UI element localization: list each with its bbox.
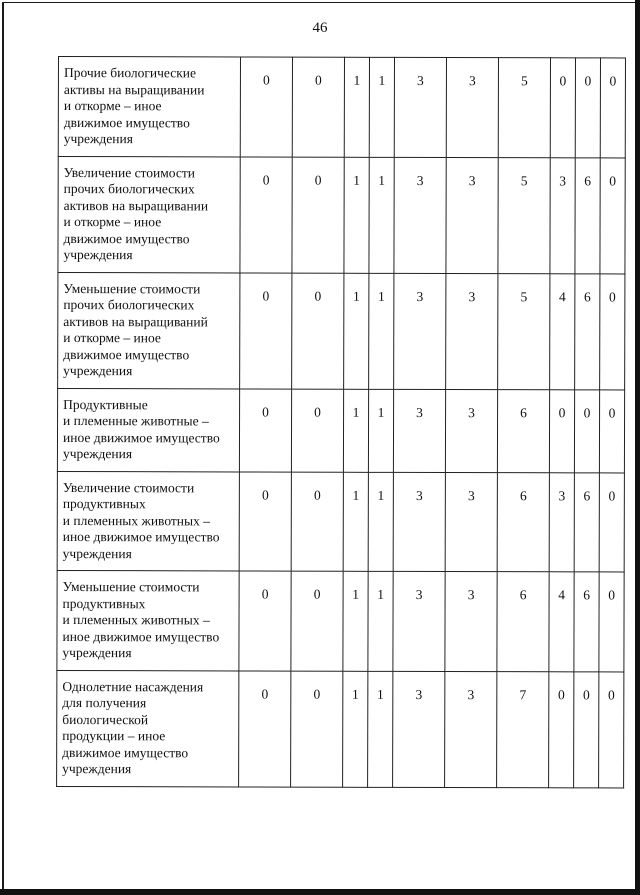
row-label: Продуктивные и племенные животные – иное движимое имущество учреждения [57, 388, 239, 471]
code-digit-cell: 0 [240, 272, 292, 388]
code-digit-cell: 6 [574, 572, 599, 672]
code-digit-cell: 1 [368, 472, 393, 572]
row-label: Уменьшение стоимости прочих биологических активов на выращиваний и откорме – иное движимое имущество учреждения [58, 272, 240, 388]
code-digit-cell: 3 [393, 389, 445, 472]
code-digit-cell: 0 [240, 57, 292, 157]
code-digit-cell: 4 [550, 273, 575, 389]
code-digit-cell: 0 [291, 472, 343, 572]
code-digit-cell: 3 [446, 58, 498, 158]
table-row [58, 272, 625, 389]
code-digit-cell: 0 [291, 671, 343, 787]
code-digit-cell: 0 [575, 58, 600, 158]
code-digit-cell: 0 [599, 671, 624, 787]
table-row [57, 471, 624, 572]
code-digit-cell: 6 [497, 472, 549, 572]
code-digit-cell: 1 [343, 671, 368, 787]
code-digit-cell: 1 [368, 571, 393, 671]
code-digit-cell: 0 [599, 472, 624, 572]
code-digit-cell: 3 [394, 57, 446, 157]
code-digit-cell: 3 [393, 472, 445, 572]
code-digit-cell: 1 [369, 57, 394, 157]
code-digit-cell: 0 [599, 572, 624, 672]
code-digit-cell: 3 [394, 157, 446, 273]
code-digit-cell: 1 [369, 273, 394, 389]
code-digit-cell: 3 [393, 671, 445, 787]
code-digit-cell: 3 [549, 472, 574, 572]
code-digit-cell: 6 [497, 572, 549, 672]
code-digit-cell: 3 [446, 157, 498, 273]
code-digit-cell: 1 [344, 57, 369, 157]
code-digit-cell: 1 [343, 389, 368, 472]
code-digit-cell: 4 [549, 572, 574, 672]
code-digit-cell: 0 [600, 58, 625, 158]
code-digit-cell: 3 [550, 157, 575, 273]
code-digit-cell: 3 [445, 389, 497, 472]
code-digit-cell: 3 [394, 273, 446, 389]
code-digit-cell: 0 [239, 388, 291, 471]
row-label: Увеличение стоимости продуктивных и племенных животных – иное движимое имущество учреждения [57, 471, 239, 571]
row-label: Увеличение стоимости прочих биологических активов на выращивании и откорме – иное движимое имущество учреждения [58, 156, 240, 272]
code-digit-cell: 0 [292, 273, 344, 389]
table-row [57, 388, 624, 472]
code-digit-cell: 6 [575, 273, 600, 389]
code-digit-cell: 1 [344, 157, 369, 273]
code-digit-cell: 0 [599, 389, 624, 472]
code-digit-cell: 3 [445, 472, 497, 572]
code-digit-cell: 1 [368, 389, 393, 472]
code-digit-cell: 0 [549, 671, 574, 787]
code-digit-cell: 0 [549, 389, 574, 472]
code-digit-cell: 0 [574, 671, 599, 787]
code-digit-cell: 5 [498, 157, 550, 273]
code-digit-cell: 3 [446, 273, 498, 389]
row-label: Прочие биологические активы на выращивании и откорме – иное движимое имущество учреждения [58, 57, 240, 157]
code-digit-cell: 1 [369, 157, 394, 273]
code-digit-cell: 5 [498, 58, 550, 158]
scan-edge-bottom [0, 889, 640, 895]
code-digit-cell: 3 [445, 671, 497, 787]
code-digit-cell: 6 [497, 389, 549, 472]
code-digit-cell: 0 [574, 389, 599, 472]
table-row [58, 156, 625, 273]
code-digit-cell: 1 [344, 273, 369, 389]
code-digit-cell: 0 [291, 571, 343, 671]
code-digit-cell: 6 [575, 157, 600, 273]
code-digit-cell: 7 [497, 671, 549, 787]
code-digit-cell: 1 [343, 571, 368, 671]
code-digit-cell: 5 [498, 273, 550, 389]
code-digit-cell: 0 [239, 670, 291, 786]
row-label: Однолетние насаждения для получения биологической продукции – иное движимое имущество учреждения [57, 670, 239, 786]
code-digit-cell: 0 [239, 571, 291, 671]
code-digit-cell: 0 [292, 57, 344, 157]
code-digit-cell: 0 [239, 471, 291, 571]
code-digit-cell: 0 [292, 157, 344, 273]
code-digit-cell: 0 [291, 389, 343, 472]
code-digit-cell: 0 [600, 273, 625, 389]
code-digit-cell: 1 [343, 472, 368, 572]
account-codes-table [56, 56, 626, 788]
row-label: Уменьшение стоимости продуктивных и племенных животных – иное движимое имущество учреждения [57, 570, 239, 670]
code-digit-cell: 6 [574, 472, 599, 572]
code-digit-cell: 0 [550, 58, 575, 158]
code-digit-cell: 1 [368, 671, 393, 787]
code-digit-cell: 0 [240, 156, 292, 272]
code-digit-cell: 3 [393, 571, 445, 671]
table-row [58, 57, 625, 158]
table-row [57, 670, 624, 787]
table-body [57, 57, 626, 788]
page-number: 46 [312, 20, 328, 36]
table-row [57, 570, 624, 671]
code-digit-cell: 3 [445, 572, 497, 672]
code-digit-cell: 0 [600, 157, 625, 273]
scan-edge-right [635, 0, 640, 895]
